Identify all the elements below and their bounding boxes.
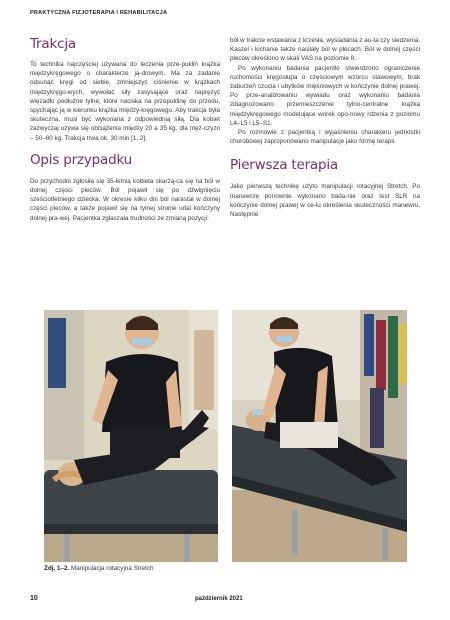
page-number: 10 [30,595,38,602]
left-column [30,36,220,223]
caption-label: Zdj. 1–2. [44,565,70,572]
paragraph-opis: Do przychodni zgłosiła się 35-letnia kobieta skarżą-ca się na ból w dolnej części pleców. Ból pojawił się po dźwignięciu sześciotletniego dziecka. W okresie kilku dni ból narastał w dolnej części pleców, a także pojawił się na tylnej stronie udai kończyny dolnej pra-wej. Pacjentka zgłaszała trudności ze zmianą pozycji: [30,177,220,222]
paragraph-trakcja: To technika najczęściej używana do leczenia prze-pukliń krążka międzykręgowego o charakterze ją-drowym. Ma za zadanie odsunąć kręgi od siebie, zmniejszyć ciśnienie w krążkach międzykręgo-wych, wywołać siły zasysające oraz naprężyć więzadło podłużne tylne, które naciska na przepuklinę do przodu, spychając ją w kierunku krążka między-kręgowego. Aby trakcja była skuteczna, musi być wykonana z odpowiednią siłą. Dla kobiet zazwyczaj używa się obciążenia między 20 a 35 kg, dla męż-czyzn – 50–80 kg. Trakcja trwa ok. 30 min [1, 2]. [30,61,220,142]
issue-date: październik 2021 [195,596,243,602]
paragraph-pierwsza: Jako pierwszą technikę użyto manipulacji rotacyjnej Stretch. Po manewrze ponownie wykonano bada-nie oraz test SLR na kończynie dolnej prawej w ce-lu określenia skuteczności manewru. Następnie [230,183,420,219]
heading-opis-przypadku: Opis przypadku [30,151,133,168]
photo-1 [44,310,218,562]
caption-text: Manipulacja rotacyjna Stretch [70,565,154,572]
photo-caption [44,565,154,572]
heading-pierwsza-terapia: Pierwsza terapia [230,157,338,174]
section-header: PRAKTYCZNA FIZJOTERAPIA I REHABILITACJA [30,10,168,16]
paragraph-right-3: Po rozmowie z pacjentką i wyjaśnieniu charakteru jednostki chorobowej zaproponowano manipulacje jako formę terapii. [230,129,420,146]
paragraph-right-1: bół w trakcie wstawania z krzesła, wysiadania z au-ta czy siedzenia. Kaszel i kichanie także nasilały ból w plecach. Ból w dolnej części pleców określono w skali VAS na poziomie 8. [230,37,420,63]
photo-2 [232,310,407,562]
right-column [230,36,420,219]
paragraph-right-2: Po wykonaniu badania pacjentki stwierdzono ograniczenie ruchomości kręgosłupa o częściowym wzorcu stawowym, brak zaburzeń czucia i ubytków mięśniowych w kończynie dolnej prawej. Po prze-analizowaniu wywiadu oraz wykonaniu badania zdiagnozowano przemieszczenie tylno-centralne krążka międzykręgowego modelujące worek opo-nowy rdzenia z poziomu L4–L5 i L5–S1. [230,64,420,127]
heading-trakcja: Trakcja [30,36,76,52]
